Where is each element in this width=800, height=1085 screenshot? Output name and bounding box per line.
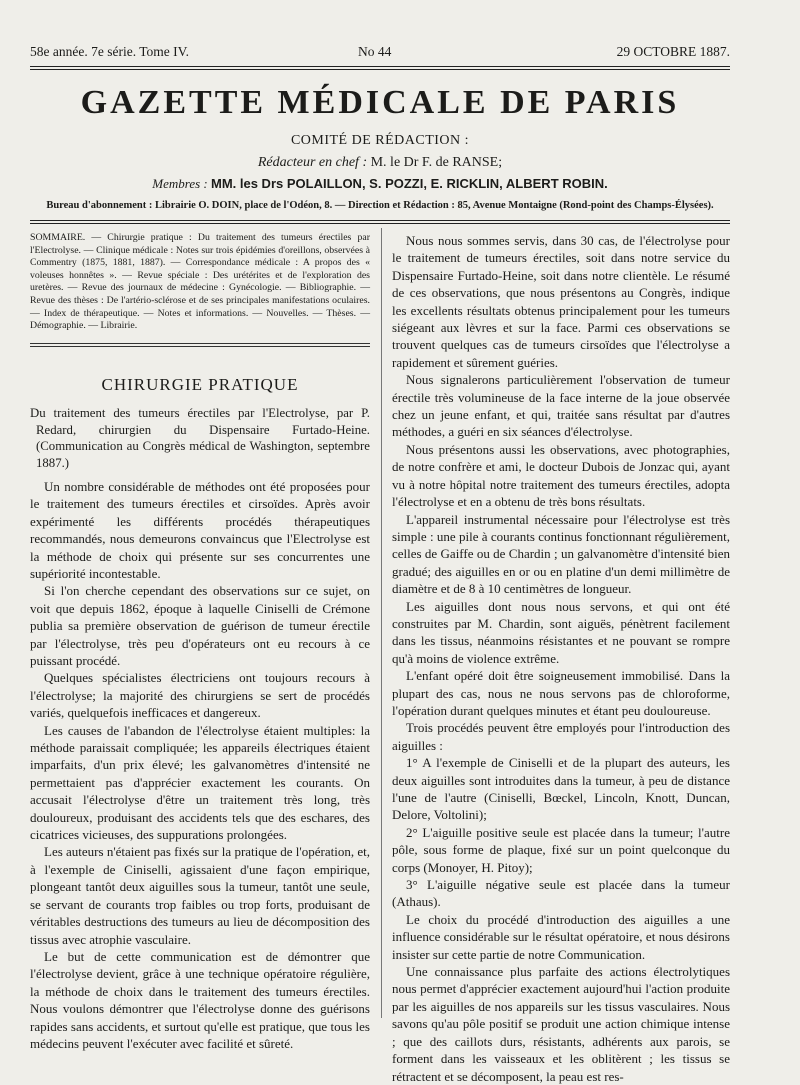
paragraph: 3° L'aiguille négative seule est placée dans la tumeur (Athaus). <box>392 877 730 910</box>
right-body <box>392 232 730 1085</box>
paragraph: Une connaissance plus parfaite des actions électrolytiques nous permet d'apprécier exactement aujourd'hui l'action produite par les aiguilles de nos appareils sur les tissus vasculaires. Nous savons qu'au pôle positif se produit une action chimique intense ; que des caillots durs, résistants, adhérents aux parois, se forment dans les vaisseaux et les oblitèrent ; les tissus se rétractent et se décomposent, la peau est res- <box>392 964 730 1084</box>
redacteur-line <box>30 155 730 171</box>
paragraph: Quelques spécialistes électriciens ont toujours recours à l'électrolyse; la majorité des chirurgiens se sert de procédés variés, quelquefois inefficaces et dangereux. <box>30 670 370 721</box>
membres-label: Membres : <box>152 176 208 191</box>
issue-line <box>30 44 730 64</box>
left-column <box>30 232 370 1052</box>
issue-number: No 44 <box>358 44 392 59</box>
masthead-title: GAZETTE MÉDICALE DE PARIS <box>80 84 680 121</box>
paragraph: Si l'on cherche cependant des observations sur ce sujet, on voit que depuis 1862, époque à laquelle Ciniselli de Crémone publia sa première observation de guérison de tumeur érectile par l'électrolyse, très peu d'opérateurs ont eu recours à ce puissant procédé. <box>30 583 370 668</box>
membres-names: MM. les Drs POLAILLON, S. POZZI, E. RICKLIN, ALBERT ROBIN. <box>210 176 608 191</box>
top-rule-thin <box>30 69 730 70</box>
paragraph: Les aiguilles dont nous nous servons, et qui ont été construites par M. Chardin, sont aiguës, pénètrent facilement dans les tissus, néanmoins résistantes et ne pouvant se rompre qu'à moins de violence extrême. <box>392 598 730 666</box>
article-heading: Du traitement des tumeurs érectiles par l'Electrolyse, par P. Redard, chirurgien du Dispensaire Furtado-Heine. (Communication au Congrès médical de Washington, septembre 1887.) <box>30 405 370 471</box>
paragraph: Les causes de l'abandon de l'électrolyse étaient multiples: la méthode paraissait compliquée; les appareils électriques étaient imparfaits, d'un prix élevé; les galvanomètres d'intensité ne permettaient pas d'apprécier exactement les courants. On accusait l'électrolyse d'être un traitement très long, très douloureux, produisant des accidents tels que des eschares, des cicatrices vicieuses, des suppurations prolongées. <box>30 722 370 843</box>
paragraph: Un nombre considérable de méthodes ont été proposées pour le traitement des tumeurs érectiles et cirsoïdes. Après avoir expérimenté les différents procédés thérapeutiques recommandés, nous demeurons convaincus que l'Electrolyse est la méthode de choix qui présente sur ses concurrentes une supériorité incontestable. <box>30 478 370 581</box>
issue-info: 58e année. 7e série. Tome IV. <box>30 44 190 59</box>
sommaire-rule <box>30 343 370 344</box>
paragraph: Le but de cette communication est de démontrer que l'électrolyse devient, grâce à une technique opératoire régulière, la méthode de choix dans le traitement des tumeurs érectiles. Nous voulons démontrer que l'électrolyse donne des guérisons rapides sans accidents, et surtout qu'elle est pratique, que tous les médecins peuvent l'exécuter avec facilité et sûreté. <box>30 948 370 1051</box>
right-column <box>392 232 730 1085</box>
header-bottom-rule-thin <box>30 223 730 224</box>
paragraph: 1° A l'exemple de Ciniselli et de la plupart des auteurs, les deux aiguilles sont introduites dans la tumeur, à peu de distance l'une de l'autre (Ciniselli, Bœckel, Lincoln, Knott, Duncan, Delore, Voltolini); <box>392 755 730 823</box>
column-divider <box>381 228 382 1018</box>
issue-date: 29 OCTOBRE 1887. <box>616 44 730 59</box>
header-bottom-rule <box>30 220 730 221</box>
membres-line <box>30 176 730 192</box>
redacteur-name: M. le Dr F. de RANSE; <box>370 155 503 170</box>
bureau-line: Bureau d'abonnement : Librairie O. DOIN, place de l'Odéon, 8. — Direction et Rédaction : 85, Avenue Montaigne (Rond-point des Champs-Élysées). <box>46 200 714 211</box>
section-title: CHIRURGIE PRATIQUE <box>101 374 299 394</box>
left-body <box>30 478 370 1052</box>
sommaire: SOMMAIRE. — Chirurgie pratique : Du traitement des tumeurs érectiles par l'Electrolyse. — Clinique médicale : Notes sur trois épidémies d'oreillons, observées à Commentry (1875, 1881, 1887). — Correspondance médicale : A propos des « voleuses honnêtes ». — Revue spéciale : Des urétérites et de l'exploration des uretères. — Revue des journaux de médecine : Gynécologie. — Bibliographie. — Revue des thèses : De l'artério-sclérose et de ses principales manifestations oculaires. — Index de thérapeutique. — Notes et informations. — Nouvelles. — Thèses. — Démographie. — Librairie. <box>30 232 370 332</box>
paragraph: Nous signalerons particulièrement l'observation de tumeur érectile très volumineuse de la face interne de la joue observée chez un jeune enfant, et qui, traitée sans résultat par d'autres méthodes, a guéri en six séances d'électrolyse. <box>392 372 730 440</box>
paragraph: Les auteurs n'étaient pas fixés sur la pratique de l'opération, et, à l'exemple de Ciniselli, agissaient d'une façon empirique, plongeant tantôt deux aiguilles sous la tumeur, tantôt une seule, se servant de courants trop faibles ou trop forts, produisant de véritables destructions des tumeurs au lieu de décomposition des tissus avec atrophie vasculaire. <box>30 844 370 947</box>
paragraph: Nous nous sommes servis, dans 30 cas, de l'électrolyse pour le traitement de tumeurs érectiles, soit dans notre service du Dispensaire Furtado-Heine, soit dans notre clientèle. Le résumé de ces observations, que nous présentons au Congrès, indique les excellents résultats obtenus principalement pour les tumeurs siégeant aux lèvres et sur la face. Parmi ces observations se trouvent quelques cas de tumeurs cirsoïdes que l'électrolyse a rapidement et sûrement guéries. <box>392 233 730 370</box>
comite-heading: COMITÉ DE RÉDACTION : <box>290 133 470 148</box>
paragraph: Le choix du procédé d'introduction des aiguilles a une influence considérable sur le résultat opératoire, et nous désirons insister sur cette partie de notre Communication. <box>392 911 730 962</box>
paragraph: Trois procédés peuvent être employés pour l'introduction des aiguilles : <box>392 720 730 753</box>
paragraph: L'appareil instrumental nécessaire pour l'électrolyse est très simple : une pile à courants continus fonctionnant régulièrement, celles de Gaiffe ou de Chardin ; un galvanomètre d'intensité bien gradué; des aiguilles en or ou en platine d'un demi millimètre de diamètre et de 8 à 10 centimètres de longueur. <box>392 511 730 597</box>
redacteur-label: Rédacteur en chef : <box>257 155 368 170</box>
top-rule <box>30 66 730 67</box>
sommaire-rule-thin <box>30 346 370 347</box>
paragraph: Nous présentons aussi les observations, avec photographies, de notre confrère et ami, le docteur Dubois de Jonzac qui, ayant vu à notre hôpital notre traitement des tumeurs érectiles, adopta l'électrolyse et en a obtenu de très bons résultats. <box>392 441 730 510</box>
paragraph: L'enfant opéré doit être soigneusement immobilisé. Dans la plupart des cas, nous ne nous servons pas de chloroforme, l'opération durant quelques minutes et étant peu douloureuse. <box>392 668 730 718</box>
paragraph: 2° L'aiguille positive seule est placée dans la tumeur; l'autre pôle, sous forme de plaque, fixé sur un point quelconque du corps (Monoyer, H. Pitoy); <box>392 824 730 875</box>
